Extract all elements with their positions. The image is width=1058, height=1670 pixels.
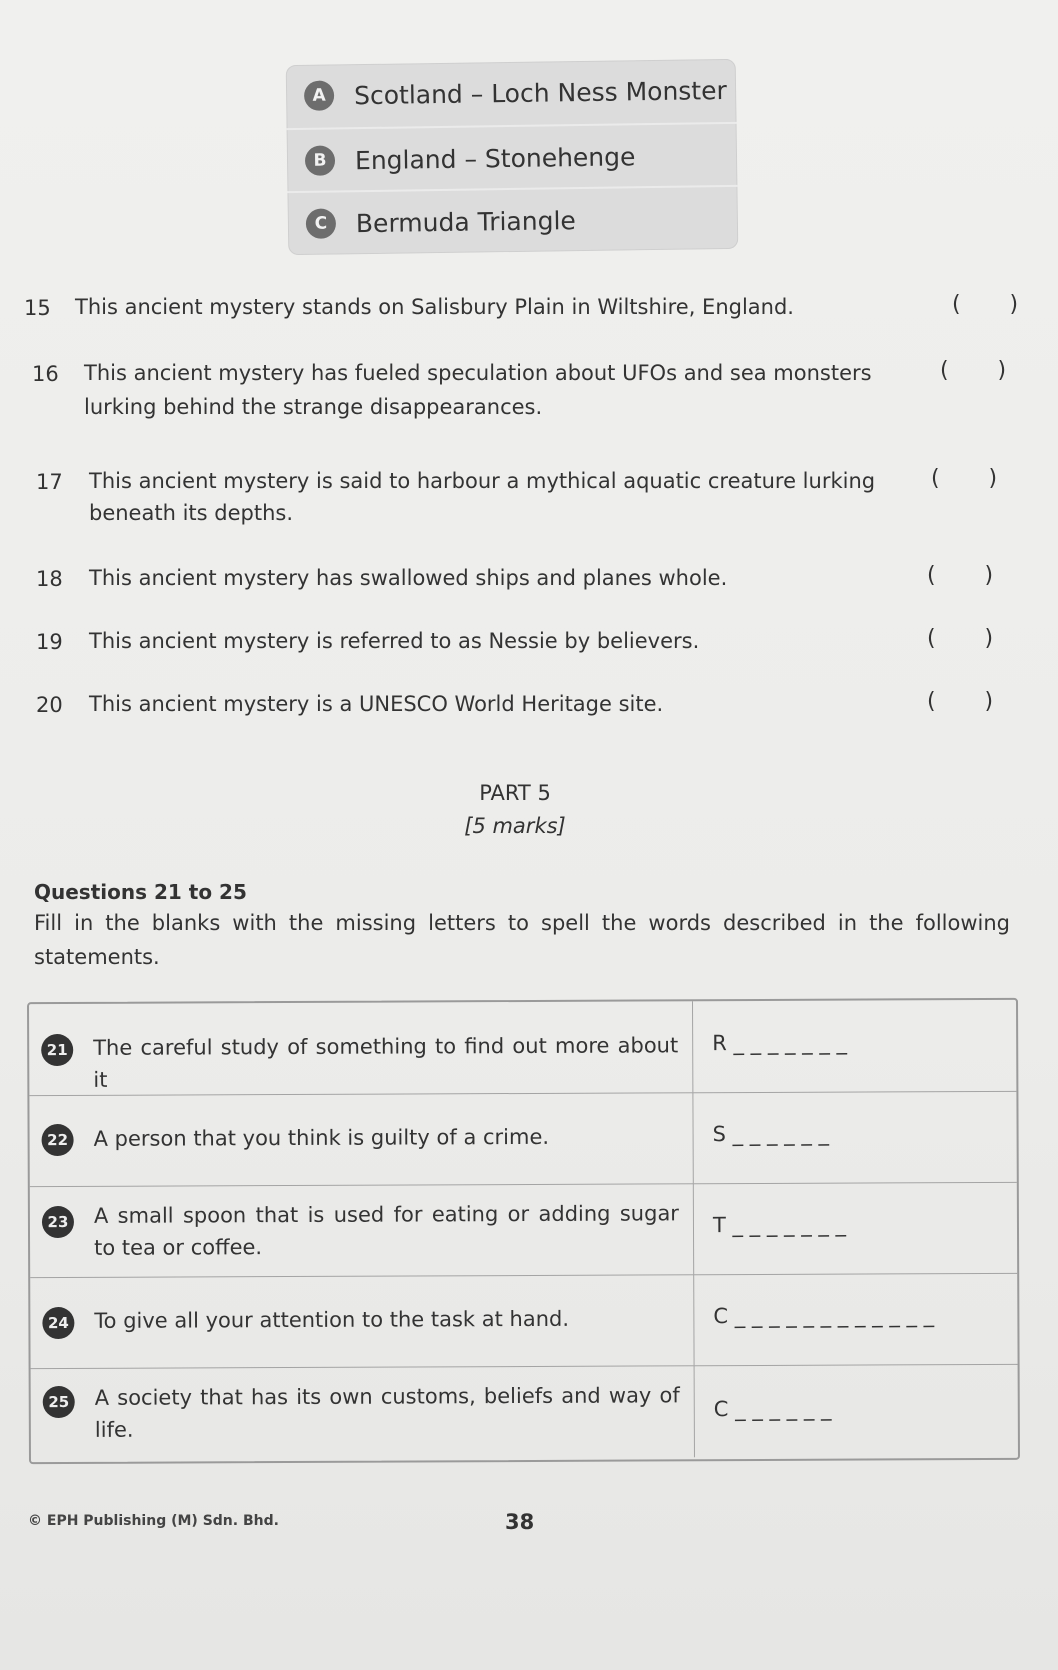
item-number-badge: 25: [43, 1386, 75, 1418]
answer-blank[interactable]: ( ): [927, 689, 994, 714]
answer-blank[interactable]: ( ): [931, 466, 998, 491]
description-cell: [29, 1092, 693, 1186]
answer-blank[interactable]: ( ): [927, 563, 994, 588]
answer-field[interactable]: C _ _ _ _ _ _ _ _ _ _ _ _: [713, 1303, 935, 1329]
item-description: A small spoon that is used for eating or adding sugar to tea or coffee.: [93, 1201, 679, 1260]
question-number: 19: [36, 630, 63, 654]
table-row: [30, 1273, 1017, 1369]
table-row: [31, 1364, 1018, 1460]
option-text: England – Stonehenge: [354, 141, 636, 175]
question-number: 17: [36, 470, 63, 494]
questions-range-heading: Questions 21 to 25: [34, 880, 247, 904]
option-text: Scotland – Loch Ness Monster: [353, 75, 727, 110]
option-letter-badge: C: [306, 208, 336, 238]
copyright-notice: © EPH Publishing (M) Sdn. Bhd.: [28, 1513, 279, 1529]
fill-in-table: [27, 998, 1020, 1464]
description-cell: [29, 1001, 693, 1095]
item-number-badge: 22: [42, 1124, 74, 1156]
question-text: This ancient mystery has swallowed ships and planes whole.: [89, 566, 728, 590]
question-number: 16: [32, 362, 59, 386]
question-text-continued: lurking behind the strange disappearances.: [84, 395, 543, 419]
question-text: This ancient mystery is said to harbour a mythical aquatic creature lurking: [89, 469, 876, 493]
option-letter-badge: B: [305, 145, 335, 175]
answer-blank[interactable]: ( ): [927, 626, 994, 651]
option-letter-badge: A: [304, 80, 334, 110]
item-description: A society that has its own customs, beliefs and way of life.: [94, 1383, 680, 1442]
question-text-continued: beneath its depths.: [89, 501, 293, 525]
option-row-c: [287, 185, 738, 255]
answer-field[interactable]: R _ _ _ _ _ _ _: [712, 1030, 848, 1056]
description-cell: [30, 1183, 694, 1277]
item-number-badge: 21: [41, 1034, 73, 1066]
option-text: Bermuda Triangle: [355, 205, 576, 238]
answer-blank[interactable]: ( ): [940, 358, 1007, 383]
question-number: 15: [24, 296, 51, 320]
table-row: [30, 1182, 1017, 1278]
question-text: This ancient mystery has fueled speculation about UFOs and sea monsters: [84, 361, 872, 385]
question-number: 20: [36, 693, 63, 717]
table-row: [29, 1091, 1016, 1187]
description-cell: [31, 1365, 695, 1460]
page-number: 38: [505, 1510, 535, 1534]
question-text: This ancient mystery is referred to as Nessie by believers.: [89, 629, 700, 653]
option-row-b: [287, 122, 738, 192]
answer-field[interactable]: S _ _ _ _ _ _: [712, 1121, 830, 1147]
answer-blank[interactable]: ( ): [952, 292, 1019, 317]
item-description: A person that you think is guilty of a crime.: [93, 1124, 550, 1151]
marks-text: [5 marks]: [464, 814, 566, 838]
part-marks: [0, 814, 1030, 838]
item-number-badge: 24: [42, 1307, 74, 1339]
options-box: [286, 59, 739, 255]
answer-field[interactable]: T _ _ _ _ _ _ _: [712, 1212, 847, 1238]
option-row-a: [286, 59, 737, 127]
part-title: PART 5: [479, 781, 551, 805]
description-cell: [30, 1274, 694, 1368]
question-number: 18: [36, 567, 63, 591]
question-text: This ancient mystery stands on Salisbury Plain in Wiltshire, England.: [75, 295, 794, 319]
item-number-badge: 23: [42, 1206, 74, 1238]
answer-field[interactable]: C _ _ _ _ _ _: [713, 1396, 832, 1422]
table-row: [29, 1000, 1016, 1096]
item-description: To give all your attention to the task at hand.: [94, 1306, 570, 1333]
instructions-text: Fill in the blanks with the missing letters to spell the words described in the following statements.: [34, 911, 1010, 969]
item-description: The careful study of something to find out more about it: [93, 1033, 679, 1092]
question-text: This ancient mystery is a UNESCO World Heritage site.: [89, 692, 664, 716]
